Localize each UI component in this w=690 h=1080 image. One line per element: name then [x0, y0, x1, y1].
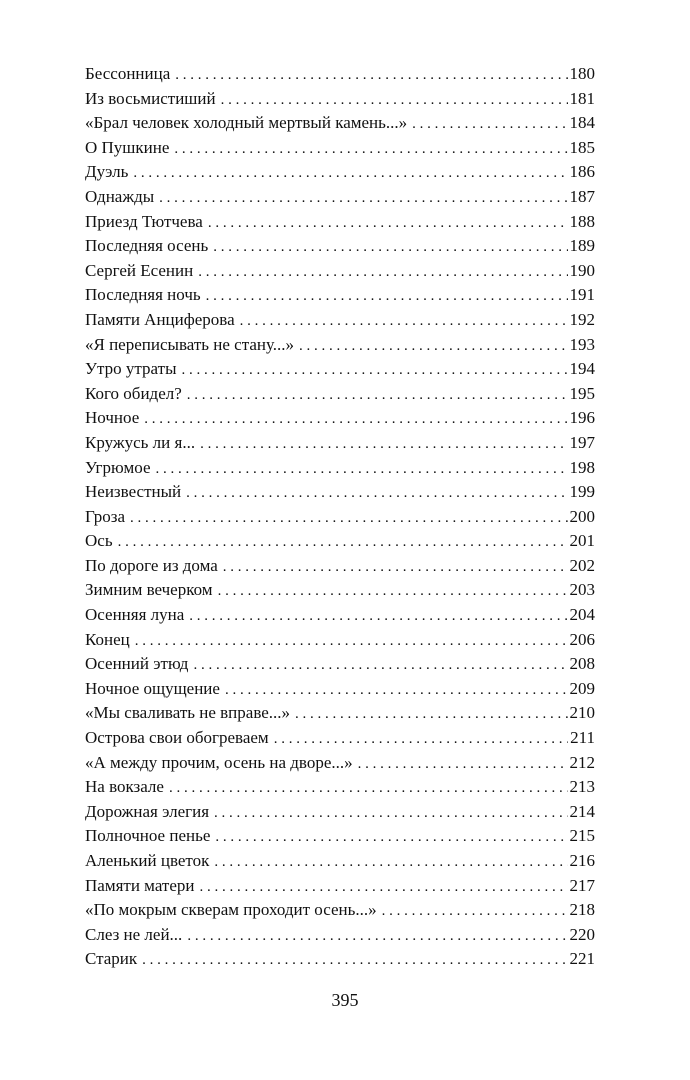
toc-entry-page: 217	[569, 875, 595, 895]
toc-entry-title: Осенняя луна	[85, 605, 185, 625]
toc-entry	[85, 652, 595, 677]
toc-entry-title: «По мокрым скверам проходит осень...»	[85, 900, 377, 920]
toc-dot-leader	[295, 701, 567, 727]
toc-entry	[85, 677, 595, 702]
toc-entry	[85, 456, 595, 481]
toc-dot-leader	[274, 726, 568, 752]
toc-entry	[85, 874, 595, 899]
toc-entry-title: Конец	[85, 629, 130, 649]
toc-entry-title: «Брал человек холодный мертвый камень...»	[85, 113, 408, 133]
toc-entry-page: 191	[569, 285, 595, 305]
toc-entry-title: Дорожная элегия	[85, 801, 210, 821]
toc-dot-leader	[382, 898, 568, 924]
toc-entry-page: 196	[569, 408, 595, 428]
toc-entry-page: 214	[569, 801, 595, 821]
toc-entry-page: 210	[569, 703, 595, 723]
toc-entry-title: Из восьмистиший	[85, 88, 216, 108]
toc-dot-leader	[144, 406, 567, 432]
toc-entry	[85, 308, 595, 333]
toc-dot-leader	[299, 333, 567, 359]
toc-entry	[85, 480, 595, 505]
toc-entry	[85, 431, 595, 456]
toc-dot-leader	[187, 923, 567, 949]
toc-dot-leader	[186, 480, 567, 506]
toc-dot-leader	[214, 849, 567, 875]
toc-entry-title: По дороге из дома	[85, 555, 218, 575]
toc-entry-page: 195	[569, 383, 595, 403]
toc-dot-leader	[189, 603, 567, 629]
toc-entry	[85, 603, 595, 628]
toc-entry-title: Старик	[85, 949, 138, 969]
toc-dot-leader	[225, 677, 568, 703]
toc-entry-title: Ночное ощущение	[85, 678, 220, 698]
toc-entry-title: Памяти матери	[85, 875, 195, 895]
toc-entry	[85, 751, 595, 776]
toc-dot-leader	[200, 431, 567, 457]
toc-entry-title: О Пушкине	[85, 137, 170, 157]
toc-entry-title: Зимним вечерком	[85, 580, 213, 600]
toc-entry	[85, 357, 595, 382]
toc-entry	[85, 775, 595, 800]
toc-entry-page: 218	[569, 900, 595, 920]
toc-entry-page: 199	[569, 482, 595, 502]
toc-dot-leader	[130, 505, 567, 531]
toc-entry-title: «Мы сваливать не вправе...»	[85, 703, 291, 723]
toc-entry	[85, 726, 595, 751]
toc-entry-page: 194	[569, 359, 595, 379]
toc-entry-page: 209	[569, 678, 595, 698]
toc-entry-title: «А между прочим, осень на дворе...»	[85, 752, 353, 772]
toc-dot-leader	[412, 111, 567, 137]
toc-entry-title: Слез не лей...	[85, 924, 183, 944]
toc-entry-page: 187	[569, 186, 595, 206]
toc-entry-page: 189	[569, 236, 595, 256]
toc-entry-page: 221	[569, 949, 595, 969]
toc-entry	[85, 578, 595, 603]
toc-entry	[85, 185, 595, 210]
toc-entry	[85, 628, 595, 653]
toc-entry-page: 202	[569, 555, 595, 575]
toc-entry	[85, 382, 595, 407]
toc-entry-title: Однажды	[85, 186, 155, 206]
toc-entry-title: Острова свои обогреваем	[85, 728, 269, 748]
page-number: 395	[331, 990, 359, 1010]
toc-entry	[85, 111, 595, 136]
toc-entry-title: Осенний этюд	[85, 654, 189, 674]
toc-entry	[85, 62, 595, 87]
toc-entry-page: 192	[569, 309, 595, 329]
toc-entry-title: Неизвестный	[85, 482, 182, 502]
toc-entry-title: Кого обидел?	[85, 383, 182, 403]
toc-entry	[85, 259, 595, 284]
toc-entry-title: Ось	[85, 531, 113, 551]
table-of-contents	[85, 62, 595, 972]
toc-dot-leader	[206, 283, 568, 309]
toc-entry	[85, 923, 595, 948]
toc-entry-page: 200	[569, 506, 595, 526]
toc-entry-page: 216	[569, 851, 595, 870]
toc-dot-leader	[182, 357, 568, 383]
toc-dot-leader	[240, 308, 568, 334]
toc-dot-leader	[208, 210, 568, 236]
toc-entry-title: На вокзале	[85, 777, 164, 797]
toc-dot-leader	[198, 259, 567, 285]
toc-entry-page: 188	[569, 211, 595, 231]
toc-dot-leader	[213, 234, 567, 260]
toc-entry-title: Гроза	[85, 506, 126, 526]
toc-entry-page: 215	[569, 826, 595, 846]
toc-dot-leader	[118, 529, 568, 555]
toc-entry-page: 201	[569, 531, 595, 551]
toc-entry-page: 203	[569, 580, 595, 600]
toc-entry-page: 180	[569, 64, 595, 83]
toc-dot-leader	[133, 160, 567, 186]
toc-entry	[85, 701, 595, 726]
toc-entry	[85, 947, 595, 972]
toc-dot-leader	[218, 578, 568, 604]
toc-entry	[85, 406, 595, 431]
toc-entry-page: 186	[569, 162, 595, 182]
toc-dot-leader	[156, 456, 568, 482]
toc-entry-title: Дуэль	[85, 162, 129, 182]
toc-dot-leader	[169, 775, 568, 801]
toc-entry-page: 193	[569, 334, 595, 354]
toc-entry-title: Угрюмое	[85, 457, 151, 477]
toc-entry-page: 184	[569, 113, 595, 133]
toc-entry-page: 190	[569, 260, 595, 280]
toc-entry-page: 204	[569, 605, 595, 625]
toc-entry-title: Последняя осень	[85, 236, 209, 256]
toc-entry-page: 208	[569, 654, 595, 674]
toc-dot-leader	[175, 62, 567, 88]
toc-entry-title: Бессонница	[85, 64, 171, 83]
toc-entry	[85, 234, 595, 259]
toc-entry	[85, 505, 595, 530]
toc-entry-page: 211	[570, 728, 595, 748]
toc-entry	[85, 333, 595, 358]
toc-dot-leader	[215, 824, 567, 850]
toc-dot-leader	[214, 800, 567, 826]
toc-dot-leader	[193, 652, 567, 678]
toc-entry-title: Кружусь ли я...	[85, 432, 196, 452]
toc-entry-title: Сергей Есенин	[85, 260, 194, 280]
toc-entry	[85, 283, 595, 308]
toc-entry-page: 181	[569, 88, 595, 108]
toc-dot-leader	[135, 628, 568, 654]
toc-dot-leader	[159, 185, 567, 211]
toc-entry	[85, 87, 595, 112]
toc-entry	[85, 800, 595, 825]
toc-dot-leader	[223, 554, 568, 580]
toc-entry-title: Утро утраты	[85, 359, 177, 379]
toc-entry-title: Памяти Анциферова	[85, 309, 235, 329]
toc-entry-page: 220	[569, 924, 595, 944]
toc-entry-title: Последняя ночь	[85, 285, 201, 305]
toc-entry	[85, 849, 595, 874]
toc-dot-leader	[142, 947, 567, 973]
toc-entry-page: 185	[569, 137, 595, 157]
toc-dot-leader	[174, 136, 567, 162]
toc-entry-page: 206	[569, 629, 595, 649]
toc-entry	[85, 824, 595, 849]
toc-entry-page: 213	[569, 777, 595, 797]
toc-dot-leader	[200, 874, 568, 900]
toc-entry	[85, 160, 595, 185]
toc-entry	[85, 554, 595, 579]
toc-entry-page: 197	[569, 432, 595, 452]
toc-dot-leader	[358, 751, 568, 777]
toc-entry	[85, 136, 595, 161]
toc-dot-leader	[221, 87, 568, 113]
toc-dot-leader	[187, 382, 568, 408]
toc-entry-title: Приезд Тютчева	[85, 211, 203, 231]
toc-entry-title: Аленький цветок	[85, 851, 210, 870]
toc-entry-page: 198	[569, 457, 595, 477]
toc-entry-title: Полночное пенье	[85, 826, 211, 846]
toc-entry	[85, 210, 595, 235]
toc-entry-page: 212	[569, 752, 595, 772]
toc-entry	[85, 529, 595, 554]
toc-entry-title: Ночное	[85, 408, 140, 428]
toc-entry	[85, 898, 595, 923]
toc-entry-title: «Я переписывать не стану...»	[85, 334, 295, 354]
